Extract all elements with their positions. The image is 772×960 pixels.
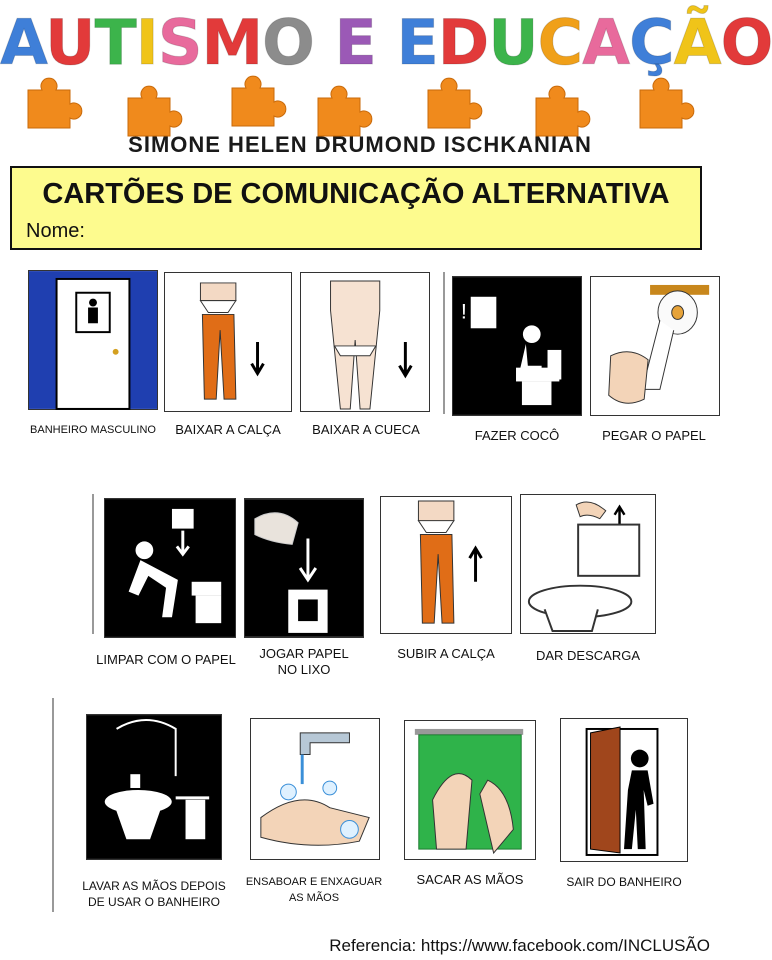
title-letter: I [135, 6, 158, 79]
raise-pants-icon [381, 497, 511, 633]
card-lower-underwear [300, 272, 430, 412]
card-dry-hands [404, 720, 536, 860]
title-letter: T [94, 6, 136, 79]
card-label: LIMPAR COM O PAPEL [96, 652, 236, 667]
card-label: ENSABOAR E ENXAGUAR AS MÃOS [245, 876, 383, 904]
divider [443, 272, 445, 414]
title-letter: A [582, 6, 630, 79]
divider [92, 494, 94, 634]
title-letter: M [201, 6, 263, 79]
card-label: BAIXAR A CUECA [312, 422, 420, 437]
title-letter: S [157, 6, 202, 79]
bathroom-door-icon [29, 271, 157, 409]
soap-hands-icon [251, 719, 379, 859]
card-label: LAVAR AS MÃOS DEPOIS DE USAR O BANHEIRO [82, 879, 226, 909]
title-letter: D [437, 6, 489, 79]
card-label: SUBIR A CALÇA [397, 646, 495, 661]
title-letter: Ã [673, 6, 721, 79]
title-letter: C [537, 6, 583, 79]
title-banner [10, 166, 702, 250]
dry-hands-icon [405, 721, 535, 859]
card-label: BANHEIRO MASCULINO [30, 424, 156, 436]
card-label: PEGAR O PAPEL [602, 428, 706, 443]
card-poop [452, 276, 582, 416]
card-label: FAZER COCÔ [474, 428, 560, 443]
title-letter: O [262, 6, 314, 79]
card-label: DAR DESCARGA [535, 648, 641, 663]
title-letter: O [720, 6, 772, 79]
exit-door-icon [561, 719, 687, 861]
lower-pants-icon [165, 273, 291, 411]
divider [52, 698, 54, 912]
flush-icon [521, 495, 655, 633]
title-letter: E [396, 6, 438, 79]
card-wash-hands [86, 714, 222, 860]
name-field-label: Nome: [26, 220, 85, 242]
toilet-paper-icon [591, 277, 719, 415]
title-letter: Ç [629, 6, 674, 79]
svg-text:!: ! [460, 298, 467, 324]
title-letter: U [488, 6, 538, 79]
card-leave-bathroom [560, 718, 688, 862]
title-letter: E [334, 6, 376, 79]
trash-bin-icon [245, 499, 363, 637]
card-lower-pants [164, 272, 292, 412]
reference-link[interactable]: Referencia: https://www.facebook.com/INCLUSÃO [329, 936, 710, 955]
banner-heading: CARTÕES DE COMUNICAÇÃO ALTERNATIVA [42, 178, 670, 210]
card-bathroom-men [28, 270, 158, 410]
title-letter: A [0, 6, 46, 79]
author-name: SIMONE HELEN DRUMOND ISCHKANIAN [128, 132, 592, 157]
card-wipe [104, 498, 236, 638]
card-raise-pants [380, 496, 512, 634]
card-soap-hands [250, 718, 380, 860]
card-label: SAIR DO BANHEIRO [566, 875, 682, 889]
card-label: SACAR AS MÃOS [416, 872, 524, 887]
card-label: BAIXAR A CALÇA [175, 422, 281, 437]
lower-underwear-icon [301, 273, 429, 411]
sink-icon [87, 715, 221, 859]
puzzle-pieces-decoration [0, 70, 720, 130]
card-take-paper [590, 276, 720, 416]
card-label: JOGAR PAPEL NO LIXO [259, 646, 349, 677]
title-letter [314, 6, 335, 79]
title-letter [376, 6, 397, 79]
title-letter: U [45, 6, 95, 79]
wipe-icon [105, 499, 235, 637]
card-flush [520, 494, 656, 634]
toilet-sitting-icon [453, 277, 581, 415]
card-trash [244, 498, 364, 638]
